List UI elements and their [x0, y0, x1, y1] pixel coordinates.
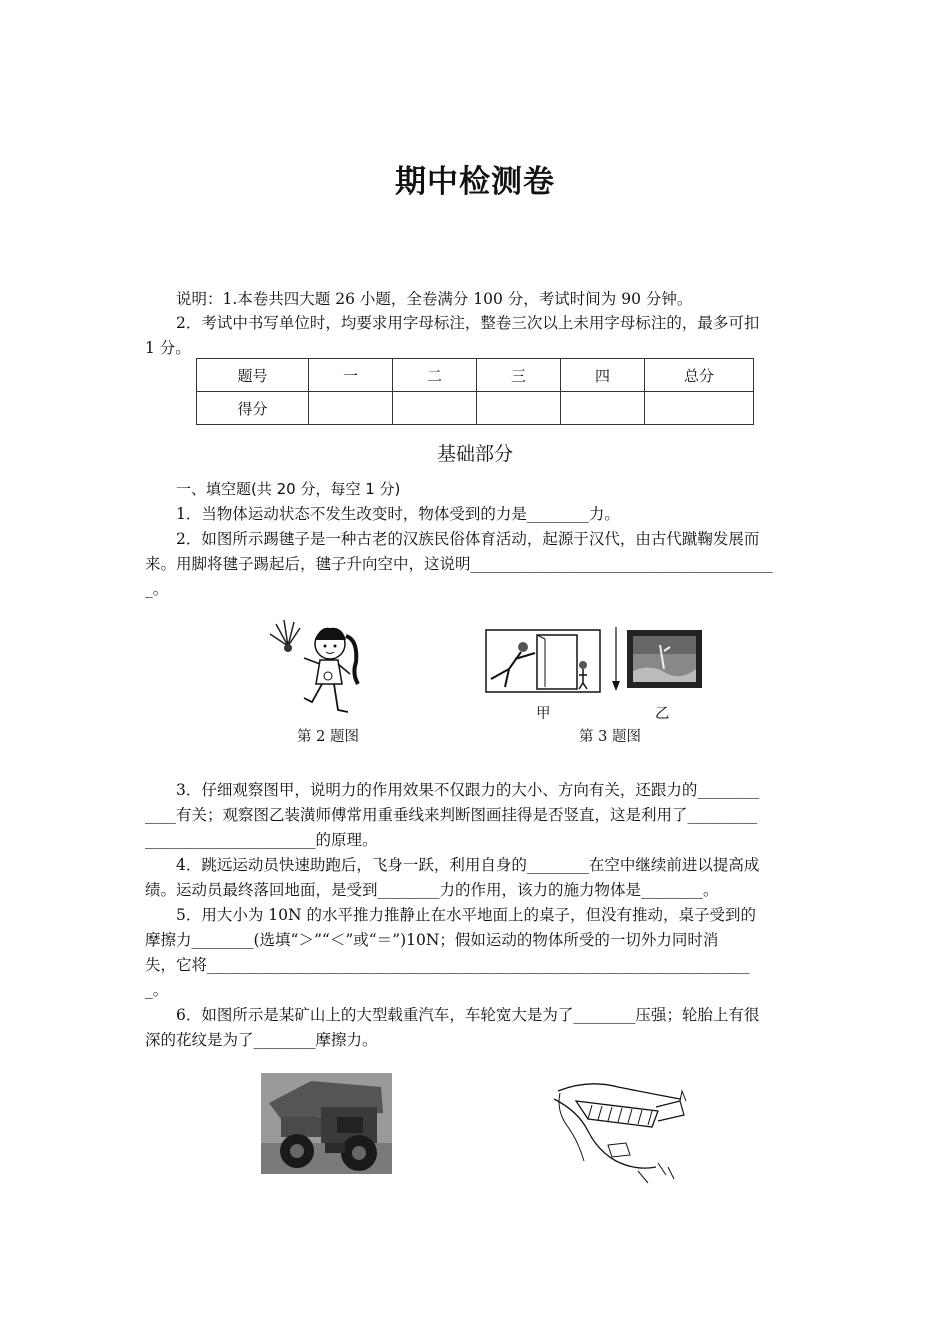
- page-title: 期中检测卷: [395, 164, 555, 200]
- figure-3-caption: 第 3 题图: [579, 729, 641, 745]
- question-6-line-a: 6．如图所示是某矿山上的大型载重汽车，车轮宽大是为了________压强；轮胎上有很: [176, 1006, 760, 1024]
- figure-3-label-b: 乙: [655, 706, 670, 722]
- header-cell-total: 总分: [645, 359, 754, 392]
- score-table-header-row: [197, 359, 754, 392]
- figure-3b-framed-picture: [626, 629, 703, 689]
- header-cell-part1: 一: [309, 359, 393, 392]
- header-cell-part4: 四: [561, 359, 645, 392]
- question-2-line-a: 2．如图所示踢毽子是一种古老的汉族民俗体育活动，起源于汉代，由古代蹴鞠发展而: [176, 530, 760, 548]
- question-2-line-c: _。: [145, 580, 169, 598]
- question-5-line-a: 5．用大小为 10N 的水平推力推静止在水平地面上的桌子，但没有推动，桌子受到的: [176, 906, 757, 924]
- figure-3-label-a: 甲: [536, 706, 551, 722]
- score-row-label: 得分: [197, 392, 309, 425]
- header-cell-part3: 三: [477, 359, 561, 392]
- question-3-line-b: ____有关；观察图乙装潢师傅常用重垂线来判断图画挂得是否竖直，这是利用了_________: [145, 806, 758, 824]
- figure-3a-door-push: [485, 629, 601, 693]
- score-table-score-row: [197, 392, 754, 425]
- question-5-line-b: 摩擦力________(选填“＞”“＜”或“＝”)10N；假如运动的物体所受的一切外力同时消: [145, 931, 719, 949]
- question-6-line-b: 深的花纹是为了________摩擦力。: [145, 1031, 378, 1049]
- question-3-line-c: ______________________的原理。: [145, 831, 378, 849]
- intro-line-1: 说明：1.本卷共四大题 26 小题，全卷满分 100 分，考试时间为 90 分钟。: [176, 290, 693, 308]
- section-title: 基础部分: [436, 443, 513, 465]
- score-cell-part1[interactable]: [309, 392, 393, 425]
- figure-2-caption: 第 2 题图: [297, 729, 359, 745]
- intro-line-2a: 2．考试中书写单位时，均要求用字母标注，整卷三次以上未用字母标注的，最多可扣: [176, 314, 760, 332]
- figure-2-shuttlecock-girl: [268, 618, 378, 718]
- question-2-line-b: 来。用脚将毽子踢起后，毽子升向空中，这说明_______________________________________: [145, 555, 773, 573]
- question-4-line-a: 4．跳远运动员快速助跑后，飞身一跃，利用自身的________在空中继续前进以提高成: [176, 856, 760, 874]
- intro-line-2b: 1 分。: [145, 339, 191, 357]
- part1-heading: 一、填空题(共 20 分，每空 1 分): [176, 480, 401, 498]
- score-table: [196, 358, 754, 425]
- question-1: 1．当物体运动状态不发生改变时，物体受到的力是________力。: [176, 505, 620, 523]
- header-cell-number: 题号: [197, 359, 309, 392]
- figure-6-mining-truck: [261, 1073, 392, 1174]
- question-4-line-b: 绩。运动员最终落回地面，是受到________力的作用，该力的施力物体是________。: [145, 881, 719, 899]
- score-cell-part4[interactable]: [561, 392, 645, 425]
- question-5-line-d: _。: [145, 981, 169, 999]
- score-cell-part3[interactable]: [477, 392, 561, 425]
- figure-3-plumb-line: [609, 627, 623, 693]
- question-3-line-a: 3．仔细观察图甲，说明力的作用效果不仅跟力的大小、方向有关，还跟力的________: [176, 781, 760, 799]
- header-cell-part2: 二: [393, 359, 477, 392]
- score-cell-total[interactable]: [645, 392, 754, 425]
- score-cell-part2[interactable]: [393, 392, 477, 425]
- figure-7-dam-drawing: [548, 1071, 696, 1191]
- question-5-line-c: 失，它将______________________________________________________________________: [145, 956, 750, 974]
